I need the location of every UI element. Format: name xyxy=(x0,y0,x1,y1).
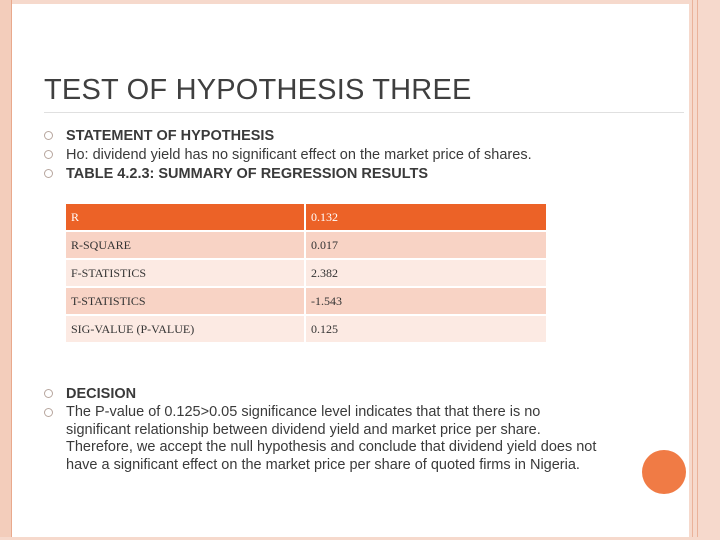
bottom-bullet-list xyxy=(44,385,604,475)
bullet-decision-heading xyxy=(44,385,604,403)
table-cell-value: 0.125 xyxy=(304,316,546,342)
frame-left-border xyxy=(0,0,11,540)
table-row xyxy=(66,204,546,230)
top-bullet-list xyxy=(44,127,624,184)
bullet-text: DECISION xyxy=(66,386,137,402)
bullet-text: STATEMENT OF HYPOTHESIS xyxy=(66,128,275,144)
table-row xyxy=(66,232,546,258)
table-cell-label: SIG-VALUE (P-VALUE) xyxy=(66,316,304,342)
table-row xyxy=(66,316,546,342)
table-row xyxy=(66,288,546,314)
bullet-circle-icon xyxy=(44,150,53,159)
bullet-circle-icon xyxy=(44,389,53,398)
bullet-null-hypothesis xyxy=(44,146,624,164)
table-cell-label: R xyxy=(66,204,304,230)
bullet-text: The P-value of 0.125>0.05 significance level indicates that that there is no significant relationship between dividend yield and market price per share. Therefore, we accept the null hypothesis and conclude that dividend yield does not have a significant effect on the market price per share of quoted firms in Nigeria. xyxy=(66,404,597,473)
table-cell-label: R-SQUARE xyxy=(66,232,304,258)
bullet-statement-heading xyxy=(44,127,624,145)
table-cell-label: T-STATISTICS xyxy=(66,288,304,314)
table-cell-value: 0.132 xyxy=(304,204,546,230)
bullet-decision-text xyxy=(44,404,604,474)
bullet-circle-icon xyxy=(44,131,53,140)
title-divider xyxy=(44,112,684,113)
regression-results-table xyxy=(66,202,546,344)
table-row xyxy=(66,260,546,286)
slide-title: TEST OF HYPOTHESIS THREE xyxy=(44,74,472,106)
bullet-table-caption xyxy=(44,165,624,183)
bullet-circle-icon xyxy=(44,408,53,417)
bullet-text: TABLE 4.2.3: SUMMARY OF REGRESSION RESULTS xyxy=(66,166,429,182)
table-cell-label: F-STATISTICS xyxy=(66,260,304,286)
frame-right-border xyxy=(689,0,720,540)
bullet-circle-icon xyxy=(44,169,53,178)
frame-top-border xyxy=(0,0,720,4)
bullet-text: Ho: dividend yield has no significant effect on the market price of shares. xyxy=(66,147,532,163)
decorative-circle xyxy=(642,450,686,494)
table-cell-value: 0.017 xyxy=(304,232,546,258)
table-cell-value: 2.382 xyxy=(304,260,546,286)
table-cell-value: -1.543 xyxy=(304,288,546,314)
